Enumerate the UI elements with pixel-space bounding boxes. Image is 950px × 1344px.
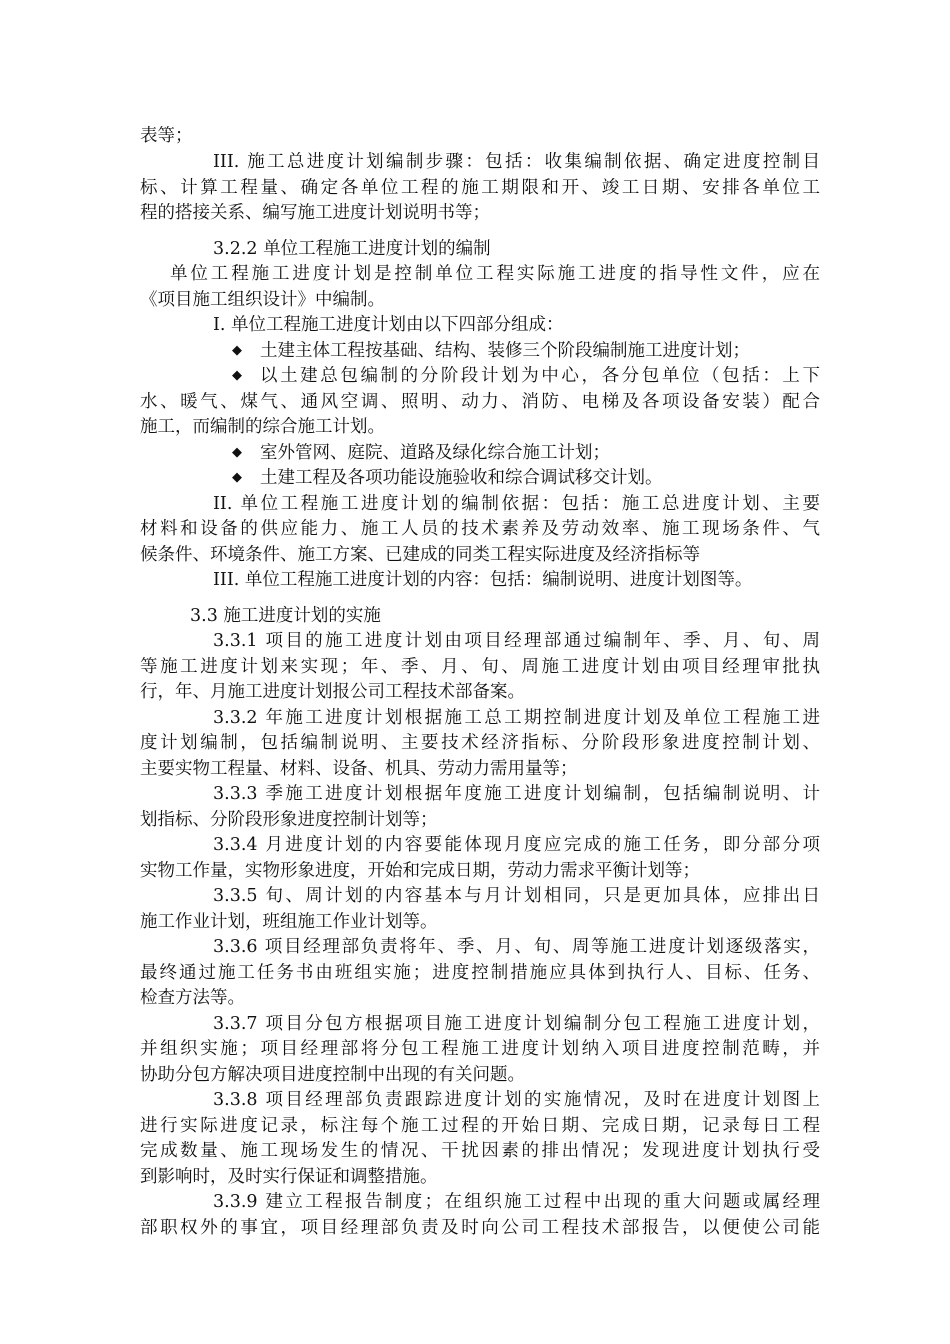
text-line: III. 单位工程施工进度计划的内容：包括：编制说明、进度计划图等。	[213, 570, 753, 590]
text-line: I. 单位工程施工进度计划由以下四部分组成：	[213, 315, 564, 335]
text-line: 单位工程施工进度计划是控制单位工程实际施工进度的指导性文件，应在	[170, 264, 820, 284]
text-line: 度计划编制，包括编制说明、主要技术经济指标、分阶段形象进度控制计划、	[140, 733, 820, 753]
text-line: 最终通过施工任务书由班组实施；进度控制措施应具体到执行人、目标、任务、	[140, 963, 820, 983]
text-line: II. 单位工程施工进度计划的编制依据：包括：施工总进度计划、主要	[213, 494, 820, 514]
text-line: 施工，而编制的综合施工计划。	[140, 417, 385, 437]
text-line: 3.3.5 旬、周计划的内容基本与月计划相同，只是更加具体，应排出日	[213, 886, 820, 906]
black-diamond-icon: ◆	[232, 343, 242, 358]
text-line: 并组织实施；项目经理部将分包工程施工进度计划纳入项目进度控制范畴，并	[140, 1039, 820, 1059]
text-line: 部职权外的事宜，项目经理部负责及时向公司工程技术部报告，以便使公司能	[140, 1218, 820, 1238]
list-item: 室外管网、庭院、道路及绿化综合施工计划；	[260, 443, 610, 463]
text-line: 水、暖气、煤气、通风空调、照明、动力、消防、电梯及各项设备安装）配合	[140, 392, 820, 412]
text-line: 3.3.8 项目经理部负责跟踪进度计划的实施情况，及时在进度计划图上	[213, 1090, 820, 1110]
section-heading: 3.3 施工进度计划的实施	[190, 606, 381, 626]
text-line: 进行实际进度记录，标注每个施工过程的开始日期、完成日期，记录每日工程	[140, 1116, 820, 1136]
text-line: 主要实物工程量、材料、设备、机具、劳动力需用量等；	[140, 759, 578, 779]
list-item: 土建工程及各项功能设施验收和综合调试移交计划。	[260, 468, 663, 488]
text-line: 材料和设备的供应能力、施工人员的技术素养及劳动效率、施工现场条件、气	[140, 519, 820, 539]
list-item: 以土建总包编制的分阶段计划为中心，各分包单位（包括：上下	[260, 366, 820, 386]
black-diamond-icon: ◆	[232, 470, 242, 485]
text-line: III. 施工总进度计划编制步骤：包括：收集编制依据、确定进度控制目	[213, 152, 820, 172]
text-line: 协助分包方解决项目进度控制中出现的有关问题。	[140, 1065, 525, 1085]
text-line: 候条件、环境条件、施工方案、已建成的同类工程实际进度及经济指标等	[140, 545, 700, 565]
text-line: 到影响时，及时实行保证和调整措施。	[140, 1167, 438, 1187]
text-line: 3.3.3 季施工进度计划根据年度施工进度计划编制，包括编制说明、计	[213, 784, 820, 804]
text-line: 等施工进度计划来实现；年、季、月、旬、周施工进度计划由项目经理审批执	[140, 657, 820, 677]
text-line: 施工作业计划，班组施工作业计划等。	[140, 912, 438, 932]
black-diamond-icon: ◆	[232, 368, 242, 383]
text-line: 3.3.7 项目分包方根据项目施工进度计划编制分包工程施工进度计划，	[213, 1014, 820, 1034]
text-line: 表等；	[140, 126, 193, 146]
text-line: 划指标、分阶段形象进度控制计划等；	[140, 810, 438, 830]
text-line: 实物工作量，实物形象进度，开始和完成日期，劳动力需求平衡计划等；	[140, 861, 700, 881]
text-line: 3.3.2 年施工进度计划根据施工总工期控制进度计划及单位工程施工进	[213, 708, 820, 728]
text-line: 3.3.1 项目的施工进度计划由项目经理部通过编制年、季、月、旬、周	[213, 631, 820, 651]
text-line: 行，年、月施工进度计划报公司工程技术部备案。	[140, 682, 525, 702]
text-line: 程的搭接关系、编写施工进度计划说明书等；	[140, 203, 490, 223]
text-line: 检查方法等。	[140, 988, 245, 1008]
text-line: 标、计算工程量、确定各单位工程的施工期限和开、竣工日期、安排各单位工	[140, 178, 820, 198]
text-line: 3.3.4 月进度计划的内容要能体现月度应完成的施工任务，即分部分项	[213, 835, 820, 855]
section-heading: 3.2.2 单位工程施工进度计划的编制	[213, 239, 491, 259]
black-diamond-icon: ◆	[232, 445, 242, 460]
text-line: 3.3.6 项目经理部负责将年、季、月、旬、周等施工进度计划逐级落实，	[213, 937, 820, 957]
text-line: 《项目施工组织设计》中编制。	[140, 290, 385, 310]
text-line: 3.3.9 建立工程报告制度；在组织施工过程中出现的重大问题或属经理	[213, 1192, 820, 1212]
text-line: 完成数量、施工现场发生的情况、干扰因素的排出情况；发现进度计划执行受	[140, 1141, 820, 1161]
list-item: 土建主体工程按基础、结构、装修三个阶段编制施工进度计划；	[260, 341, 750, 361]
